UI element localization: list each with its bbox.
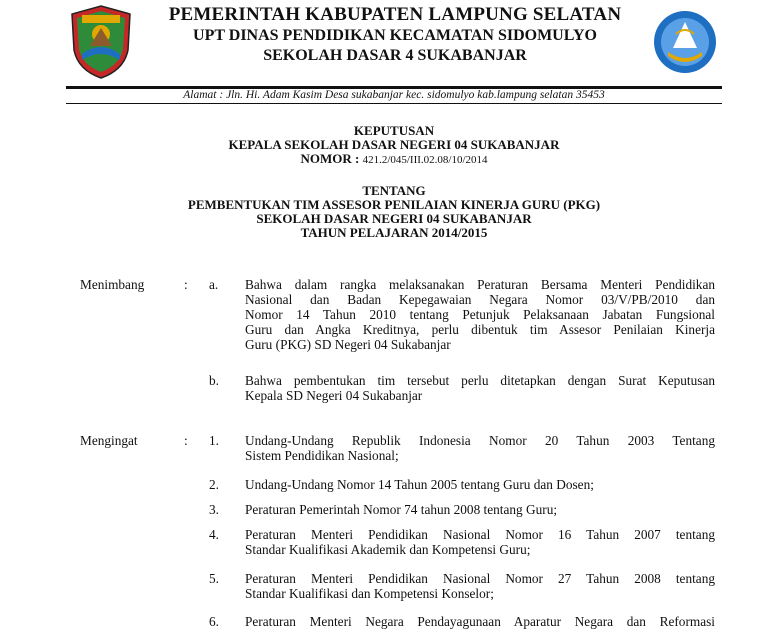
- text-line: Sistem Pendidikan Nasional;: [245, 448, 399, 463]
- menimbang-item-marker: a.: [209, 277, 219, 292]
- letterhead-line-3: SEKOLAH DASAR 4 SUKABANJAR: [263, 47, 527, 64]
- nomor-label: NOMOR :: [300, 151, 360, 166]
- menimbang-item-text: [245, 373, 715, 403]
- text-line: Peraturan Menteri Pendidikan Nasional Nomor 16 Tahun 2007 tentang: [245, 527, 715, 542]
- mengingat-item-marker: 4.: [209, 527, 219, 542]
- text-line: Guru dan Angka Kreditnya, perlu dibentuk tim Assesor Penilaian Kinerja: [245, 322, 715, 337]
- text-line: Bahwa dalam rangka melaksanakan Peraturan Bersama Menteri Pendidikan: [245, 277, 715, 292]
- subject-line-1: PEMBENTUKAN TIM ASSESOR PENILAIAN KINERJA GURU (PKG): [187, 197, 601, 212]
- text-line: Peraturan Pemerintah Nomor 74 tahun 2008 tentang Guru;: [245, 502, 558, 517]
- letterhead-line-1: PEMERINTAH KABUPATEN LAMPUNG SELATAN: [168, 4, 622, 25]
- text-line: Peraturan Menteri Negara Pendayagunaan Aparatur Negara dan Reformasi: [245, 614, 715, 629]
- mengingat-item-marker: 1.: [209, 433, 219, 448]
- menimbang-item-text: [245, 277, 715, 352]
- letterhead: [150, 4, 640, 66]
- text-line: Nasional dan Badan Kepegawaian Negara Nomor 03/V/PB/2010 dan: [245, 292, 715, 307]
- text-line: Undang-Undang Republik Indonesia Nomor 20 Tahun 2003 Tentang: [245, 433, 715, 448]
- text-line: Standar Kualifikasi Akademik dan Kompetensi Guru;: [245, 542, 531, 557]
- address-line: Alamat : Jln. Hi. Adam Kasim Desa sukabanjar kec. sidomulyo kab.lampung selatan 35453: [183, 89, 605, 101]
- text-line: Kepala SD Negeri 04 Sukabanjar: [245, 388, 423, 403]
- text-line: Nomor 14 Tahun 2010 tentang Petunjuk Pelaksanaan Jabatan Fungsional: [245, 307, 715, 322]
- mengingat-item-text: [245, 571, 715, 601]
- mengingat-item-marker: 2.: [209, 477, 219, 492]
- subject-line-2: SEKOLAH DASAR NEGERI 04 SUKABANJAR: [256, 211, 532, 226]
- menimbang-label: Menimbang: [80, 277, 145, 292]
- mengingat-label: Mengingat: [80, 433, 138, 448]
- mengingat-colon: :: [184, 433, 188, 448]
- decision-title-block: [66, 124, 722, 240]
- mengingat-item-text: [245, 502, 715, 517]
- menimbang-item-marker: b.: [209, 373, 219, 388]
- text-line: Guru (PKG) SD Negeri 04 Sukabanjar: [245, 337, 451, 352]
- mengingat-item-marker: 6.: [209, 614, 219, 629]
- header-rule-thin: [66, 103, 722, 104]
- mengingat-item-text: [245, 614, 715, 629]
- mengingat-item-text: [245, 527, 715, 557]
- nomor-value: 421.2/045/III.02.08/10/2014: [362, 154, 488, 166]
- subject-line-3: TAHUN PELAJARAN 2014/2015: [300, 225, 488, 240]
- text-line: Undang-Undang Nomor 14 Tahun 2005 tentang Guru dan Dosen;: [245, 477, 594, 492]
- tentang-heading: TENTANG: [362, 183, 426, 198]
- keputusan-heading: KEPUTUSAN: [353, 123, 435, 138]
- mengingat-item-text: [245, 433, 715, 463]
- text-line: Bahwa pembentukan tim tersebut perlu ditetapkan dengan Surat Keputusan: [245, 373, 715, 388]
- mengingat-item-marker: 3.: [209, 502, 219, 517]
- letterhead-line-2: UPT DINAS PENDIDIKAN KECAMATAN SIDOMULYO: [193, 27, 597, 44]
- mengingat-item-text: [245, 477, 715, 492]
- nomor-line: [66, 152, 722, 167]
- text-line: Standar Kualifikasi dan Kompetensi Konselor;: [245, 586, 494, 601]
- lampung-selatan-emblem-icon: [68, 4, 134, 80]
- mengingat-item-marker: 5.: [209, 571, 219, 586]
- tut-wuri-handayani-emblem-icon: [652, 8, 718, 76]
- kepala-heading: KEPALA SEKOLAH DASAR NEGERI 04 SUKABANJAR: [228, 137, 560, 152]
- text-line: Peraturan Menteri Pendidikan Nasional Nomor 27 Tahun 2008 tentang: [245, 571, 715, 586]
- menimbang-colon: :: [184, 277, 188, 292]
